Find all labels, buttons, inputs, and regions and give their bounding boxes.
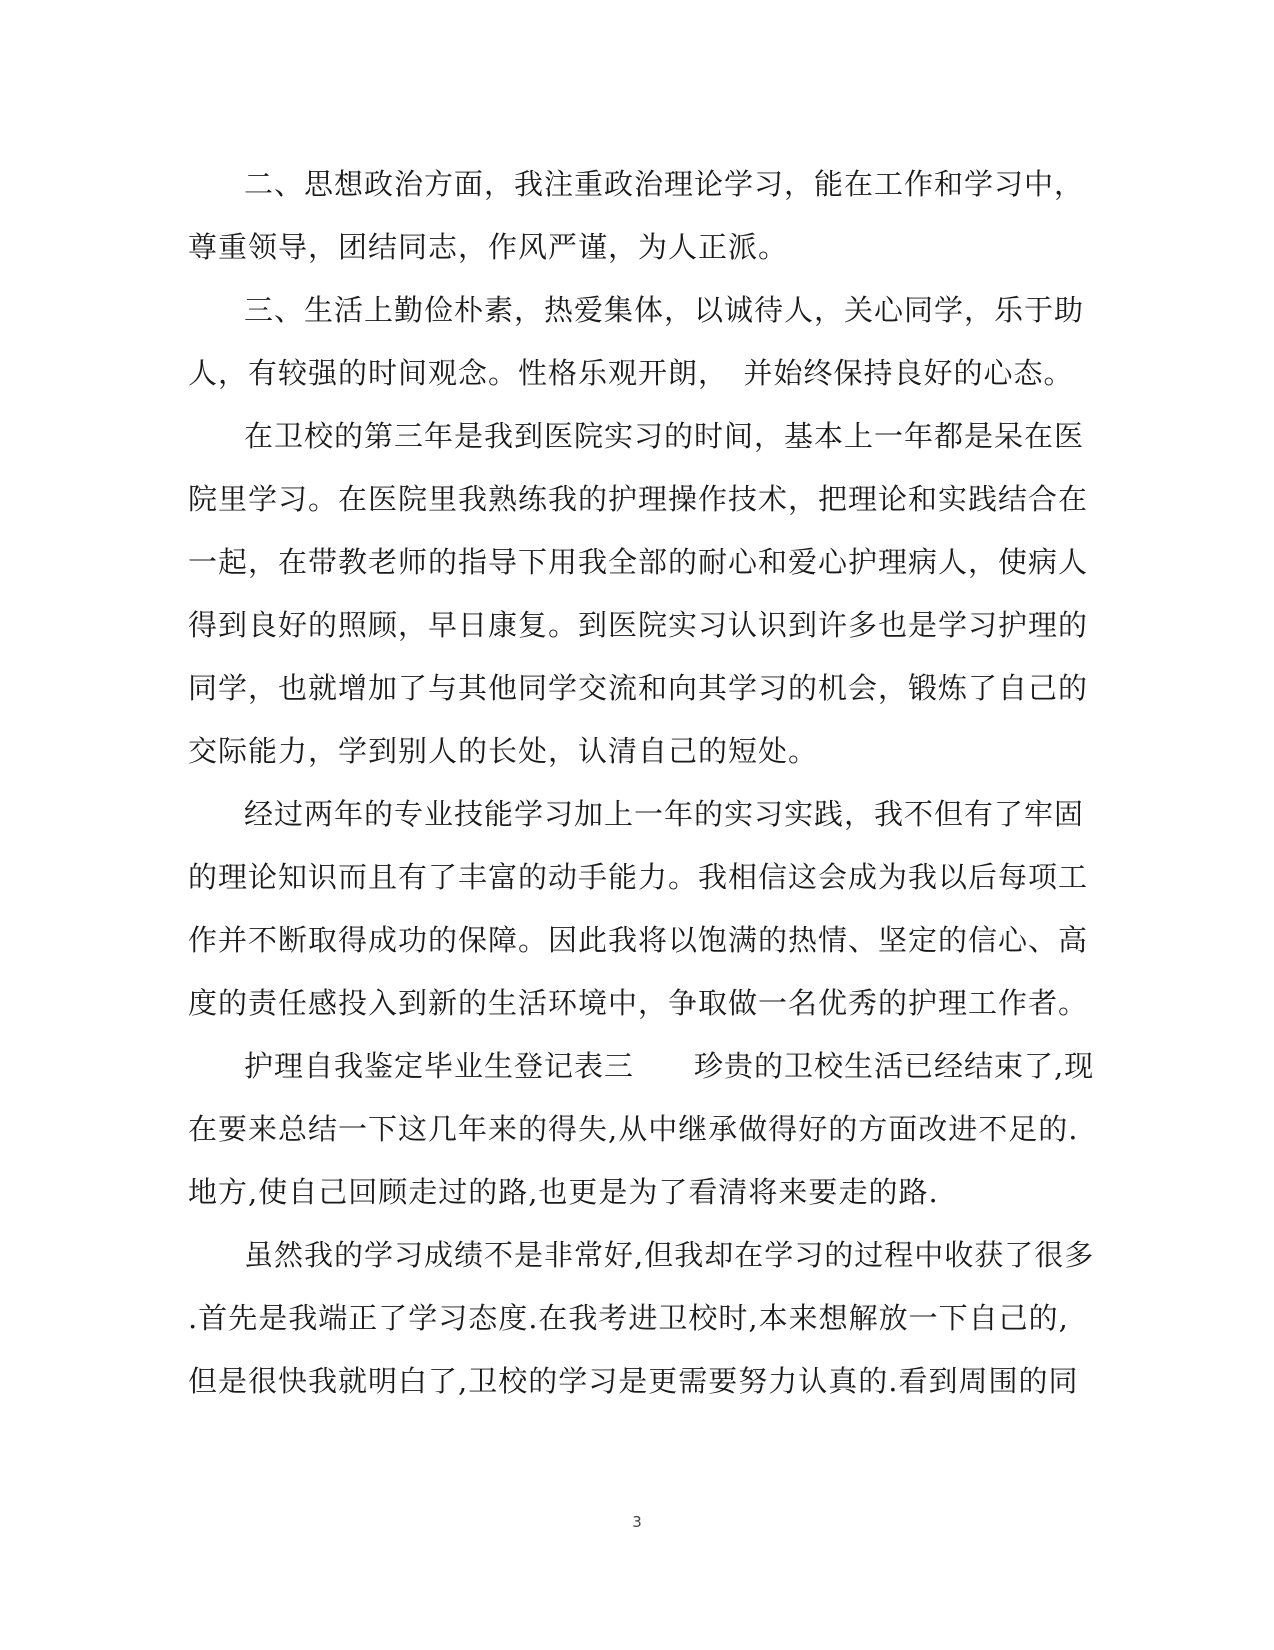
text-line: 在要来总结一下这几年来的得失,从中继承做得好的方面改进不足的. <box>188 1112 1079 1146</box>
text-line: 经过两年的专业技能学习加上一年的实习实践，我不但有了牢固 <box>244 797 1085 831</box>
text-line: 交际能力，学到别人的长处，认清自己的短处。 <box>188 734 819 768</box>
text-line: 人，有较强的时间观念。性格乐观开朗， 并始终保持良好的心态。 <box>188 356 1074 390</box>
text-line: 一起，在带教老师的指导下用我全部的耐心和爱心护理病人，使病人 <box>188 545 1089 579</box>
text-line: 院里学习。在医院里我熟练我的护理操作技术，把理论和实践结合在 <box>188 482 1089 516</box>
page-number: 3 <box>632 1513 642 1531</box>
text-line: 地方,使自己回顾走过的路,也更是为了看清将来要走的路. <box>188 1175 939 1209</box>
text-line: 作并不断取得成功的保障。因此我将以饱满的热情、坚定的信心、高 <box>188 923 1089 957</box>
text-line: 三、生活上勤俭朴素，热爱集体，以诚待人，关心同学，乐于助 <box>244 293 1085 327</box>
text-line: 得到良好的照顾，早日康复。到医院实习认识到许多也是学习护理的 <box>188 608 1089 642</box>
text-line: .首先是我端正了学习态度.在我考进卫校时,本来想解放一下自己的, <box>188 1301 1069 1335</box>
text-line: 二、思想政治方面，我注重政治理论学习，能在工作和学习中， <box>244 167 1085 201</box>
text-line: 护理自我鉴定毕业生登记表三 珍贵的卫校生活已经结束了,现 <box>244 1049 1095 1083</box>
text-line: 但是很快我就明白了,卫校的学习是更需要努力认真的.看到周围的同 <box>188 1364 1079 1398</box>
text-line: 在卫校的第三年是我到医院实习的时间，基本上一年都是呆在医 <box>244 419 1085 453</box>
text-line: 尊重领导，团结同志，作风严谨，为人正派。 <box>188 230 789 264</box>
text-line: 的理论知识而且有了丰富的动手能力。我相信这会成为我以后每项工 <box>188 860 1089 894</box>
text-line: 同学，也就增加了与其他同学交流和向其学习的机会，锻炼了自己的 <box>188 671 1089 705</box>
text-line: 虽然我的学习成绩不是非常好,但我却在学习的过程中收获了很多 <box>244 1238 1095 1272</box>
text-line: 度的责任感投入到新的生活环境中，争取做一名优秀的护理工作者。 <box>188 986 1089 1020</box>
